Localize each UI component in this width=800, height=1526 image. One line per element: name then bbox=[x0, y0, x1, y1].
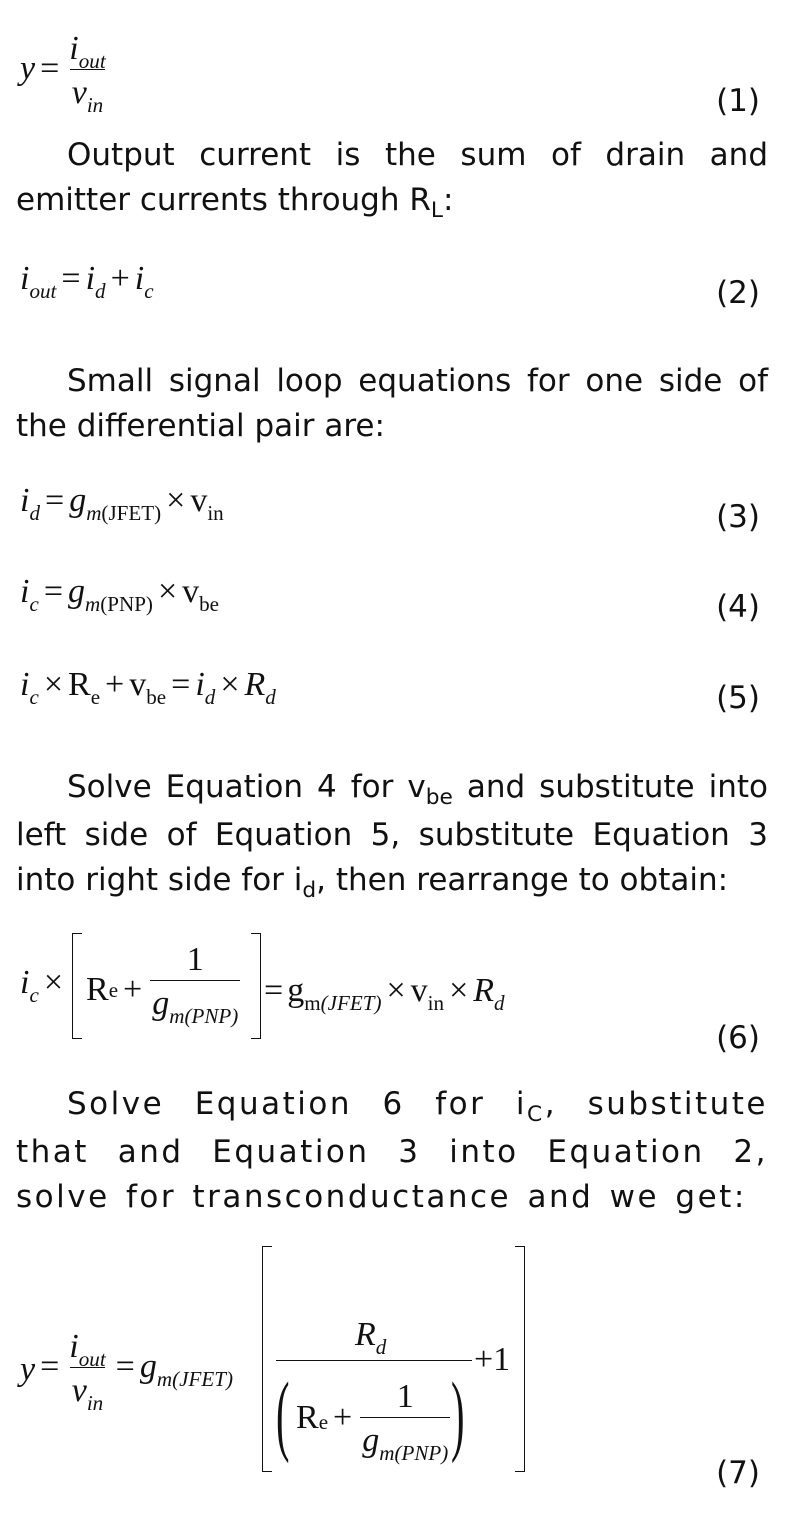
sub-d: d bbox=[494, 990, 505, 1015]
paragraph-loop-equations bbox=[16, 359, 768, 449]
var-R: R bbox=[244, 666, 266, 703]
equation-number-2: (2) bbox=[716, 275, 760, 311]
paragraph-text: Small signal loop equations for one side of the differential pair are: bbox=[16, 363, 768, 444]
sub-d: d bbox=[95, 278, 106, 303]
sub-in: in bbox=[427, 990, 445, 1015]
var-v: v bbox=[129, 666, 147, 703]
var-i: i bbox=[69, 30, 79, 67]
sub-out: out bbox=[29, 278, 57, 303]
times-sign: × bbox=[220, 666, 240, 703]
equation-6-rhs bbox=[264, 972, 505, 1015]
fraction-1-over-gm-pnp bbox=[360, 1378, 450, 1465]
var-R: R bbox=[355, 1316, 376, 1353]
paragraph-text: , substitute that and Equation 3 into Equation 2, solve for transconductance and we get: bbox=[16, 1086, 768, 1215]
var-R: R bbox=[68, 666, 91, 703]
equation-4 bbox=[20, 573, 220, 616]
denominator bbox=[360, 1417, 450, 1465]
sub-pnp: (PNP) bbox=[394, 1440, 449, 1465]
var-g: g bbox=[152, 985, 170, 1022]
sub-be: be bbox=[146, 684, 167, 709]
sub-be: be bbox=[199, 591, 220, 616]
var-g: g bbox=[68, 573, 85, 610]
times-sign: × bbox=[166, 482, 186, 519]
var-i: i bbox=[134, 260, 145, 297]
paragraph-text: Solve Equation 4 for v bbox=[67, 769, 426, 805]
subscript-C: C bbox=[527, 1102, 545, 1128]
left-bracket bbox=[262, 1246, 272, 1472]
sub-pnp: (PNP) bbox=[184, 1003, 239, 1028]
plus-sign: + bbox=[123, 971, 143, 1008]
numerator-one: 1 bbox=[396, 1378, 414, 1415]
colon: : bbox=[443, 182, 454, 218]
sub-jfet: (JFET) bbox=[172, 1366, 233, 1391]
equation-6 bbox=[20, 964, 68, 1007]
var-R: R bbox=[86, 971, 109, 1008]
var-g: g bbox=[362, 1422, 380, 1459]
equation-1 bbox=[20, 30, 111, 117]
var-v: v bbox=[71, 74, 87, 111]
equals-sign: = bbox=[171, 666, 191, 703]
var-v: v bbox=[71, 1372, 87, 1409]
sub-e: e bbox=[318, 1410, 329, 1435]
sub-c: c bbox=[29, 591, 39, 616]
sub-pnp: (PNP) bbox=[100, 591, 153, 616]
equation-3 bbox=[20, 482, 224, 525]
var-i: i bbox=[20, 260, 30, 297]
equation-5 bbox=[20, 666, 276, 709]
sub-m: m bbox=[85, 591, 101, 616]
var-i: i bbox=[20, 666, 30, 703]
paragraph-text: Output current is the sum of drain and emitter currents through R bbox=[16, 137, 768, 218]
plus-sign: + bbox=[105, 666, 125, 703]
sub-e: e bbox=[90, 684, 101, 709]
equation-number-4: (4) bbox=[716, 589, 760, 625]
paragraph-output-current bbox=[16, 133, 768, 226]
var-g: g bbox=[139, 1347, 157, 1385]
right-bracket bbox=[515, 1246, 525, 1472]
fraction-iout-over-vin bbox=[67, 1328, 107, 1415]
sub-m: m bbox=[379, 1440, 395, 1465]
sub-in: in bbox=[86, 92, 104, 117]
sub-c: c bbox=[29, 684, 39, 709]
equals-sign: = bbox=[40, 1347, 60, 1385]
times-sign: × bbox=[386, 972, 406, 1009]
equation-number-6: (6) bbox=[716, 1020, 760, 1056]
equals-sign: = bbox=[45, 482, 65, 519]
var-i: i bbox=[195, 666, 205, 703]
subscript-be: be bbox=[425, 785, 453, 811]
sub-m: m bbox=[86, 500, 102, 525]
denominator bbox=[70, 1367, 106, 1415]
var-v: v bbox=[190, 482, 208, 519]
sub-d: d bbox=[265, 684, 276, 709]
fraction-1-over-gm-pnp bbox=[150, 941, 240, 1028]
paragraph-text: , then rearrange to obtain: bbox=[316, 862, 729, 898]
equation-6-bracket-content bbox=[86, 941, 243, 1028]
sub-c: c bbox=[144, 278, 154, 303]
var-g: g bbox=[69, 482, 87, 519]
sub-in: in bbox=[86, 1390, 104, 1415]
right-bracket bbox=[251, 933, 261, 1039]
equals-sign: = bbox=[43, 573, 63, 610]
var-i: i bbox=[69, 1328, 79, 1365]
fraction-iout-over-vin bbox=[67, 30, 107, 117]
denominator bbox=[70, 69, 106, 117]
var-R: R bbox=[473, 972, 495, 1009]
plus-sign: + bbox=[110, 260, 130, 297]
var-v: v bbox=[182, 573, 200, 610]
numerator bbox=[67, 1328, 107, 1371]
equation-number-5: (5) bbox=[716, 680, 760, 716]
equation-7-plus-one: +1 bbox=[474, 1341, 511, 1378]
var-i: i bbox=[85, 260, 96, 297]
equals-sign: = bbox=[61, 260, 81, 297]
numerator bbox=[67, 30, 107, 73]
sub-d: d bbox=[204, 684, 216, 709]
paragraph-solve-eq4 bbox=[16, 765, 768, 906]
var-i: i bbox=[20, 964, 30, 1001]
sub-m: m bbox=[156, 1366, 173, 1391]
equation-7-numerator bbox=[355, 1316, 387, 1359]
equation-7-lparen: ( bbox=[276, 1365, 290, 1464]
equation-7-rparen: ) bbox=[451, 1365, 465, 1464]
numerator-one: 1 bbox=[186, 941, 204, 978]
sub-out: out bbox=[78, 48, 106, 73]
sub-out: out bbox=[78, 1346, 106, 1371]
equals-sign: = bbox=[40, 49, 60, 87]
paragraph-text: Solve Equation 6 for i bbox=[67, 1086, 528, 1122]
left-bracket bbox=[72, 933, 82, 1039]
paragraph-solve-eq6 bbox=[16, 1082, 768, 1220]
sub-m: m bbox=[304, 990, 321, 1015]
times-sign: × bbox=[449, 972, 469, 1009]
sub-m: m bbox=[169, 1003, 185, 1028]
sub-d: d bbox=[375, 1334, 387, 1359]
sub-d: d bbox=[29, 500, 40, 525]
times-sign: × bbox=[157, 573, 178, 610]
sub-c: c bbox=[29, 982, 39, 1007]
denominator bbox=[150, 980, 240, 1028]
equation-number-3: (3) bbox=[716, 499, 760, 535]
sub-jfet: (JFET) bbox=[320, 990, 382, 1015]
var-y: y bbox=[20, 49, 36, 87]
equation-2 bbox=[20, 260, 154, 303]
plus-sign: + bbox=[333, 1399, 353, 1436]
equals-sign: = bbox=[115, 1347, 135, 1385]
var-R: R bbox=[296, 1399, 319, 1436]
subscript-L: L bbox=[430, 198, 443, 224]
paragraph-text: and substitute into left side of Equation 5, substitute Equation 3 into right side for i bbox=[16, 769, 768, 898]
var-y: y bbox=[20, 1350, 36, 1388]
var-i: i bbox=[20, 482, 30, 519]
equation-7-lhs bbox=[20, 1328, 233, 1415]
var-i: i bbox=[20, 573, 30, 610]
sub-in: in bbox=[207, 500, 224, 525]
fraction-line bbox=[276, 1360, 472, 1361]
times-sign: × bbox=[43, 964, 63, 1001]
sub-jfet: (JFET) bbox=[101, 500, 162, 525]
var-g: g bbox=[287, 972, 305, 1009]
var-v: v bbox=[410, 972, 428, 1009]
times-sign: × bbox=[43, 666, 63, 703]
sub-e: e bbox=[108, 978, 119, 1003]
equation-number-7: (7) bbox=[716, 1455, 760, 1491]
equals-sign: = bbox=[264, 972, 284, 1009]
equation-number-1: (1) bbox=[716, 83, 760, 119]
subscript-d: d bbox=[302, 878, 317, 904]
equation-7-denominator bbox=[296, 1378, 453, 1465]
